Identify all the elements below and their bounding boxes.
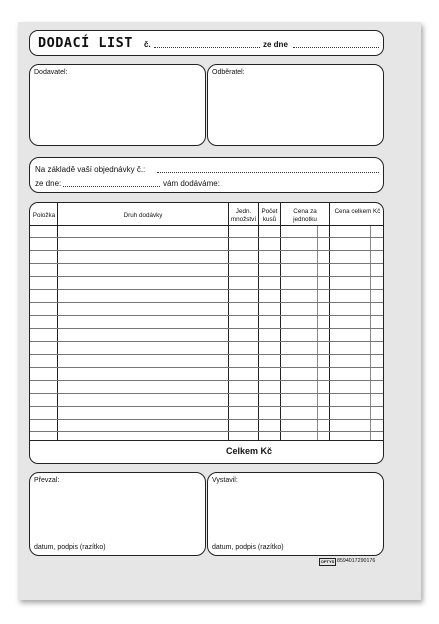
total-label: Celkem Kč [226, 446, 273, 456]
table-row[interactable] [30, 341, 383, 342]
supplier-box[interactable] [29, 64, 206, 146]
issued-by-box[interactable] [207, 472, 384, 556]
table-row[interactable] [30, 263, 383, 264]
column-divider [329, 203, 330, 440]
table-row[interactable] [30, 250, 383, 251]
customer-label: Odběratel: [212, 69, 245, 76]
order-date-label: ze dne: [35, 179, 62, 188]
column-divider [280, 203, 281, 440]
date-field[interactable] [293, 47, 379, 48]
table-row[interactable] [30, 406, 383, 407]
table-total-separator [30, 440, 383, 441]
table-row[interactable] [30, 328, 383, 329]
table-row[interactable] [30, 315, 383, 316]
table-row[interactable] [30, 393, 383, 394]
number-field[interactable] [154, 47, 260, 48]
order-number-label: Na základě vaší objednávky č.: [35, 165, 146, 174]
order-reference-box [29, 157, 384, 193]
delivery-label: vám dodáváme: [163, 179, 220, 188]
table-row[interactable] [30, 431, 383, 432]
table-row[interactable] [30, 419, 383, 420]
col-header-total-price: Cena celkem Kč [334, 208, 381, 215]
table-row[interactable] [30, 289, 383, 290]
column-divider [228, 203, 229, 440]
title-box [29, 30, 384, 56]
col-header-item: Položka [32, 212, 56, 219]
date-label: ze dne [263, 40, 288, 49]
received-by-label: Převzal: [34, 477, 60, 484]
received-by-box[interactable] [29, 472, 206, 556]
table-row[interactable] [30, 367, 383, 368]
col-header-unit: Jedn. množství [230, 208, 257, 223]
table-row[interactable] [30, 354, 383, 355]
barcode-number: 8594017290176 [337, 558, 376, 564]
table-row[interactable] [30, 237, 383, 238]
decimal-divider [370, 225, 371, 440]
decimal-divider [317, 225, 318, 440]
order-date-field[interactable] [63, 186, 160, 187]
col-header-unit-price: Cena za jednotku [293, 208, 317, 223]
table-row[interactable] [30, 276, 383, 277]
brand-logo: OPTYS [320, 559, 335, 564]
customer-box[interactable] [207, 64, 384, 146]
received-signature-hint: datum, podpis (razítko) [34, 544, 106, 551]
supplier-label: Dodavatel: [34, 69, 68, 76]
items-table [29, 202, 384, 464]
table-header-separator [30, 225, 383, 226]
table-row[interactable] [30, 380, 383, 381]
document-title: DODACÍ LIST [38, 35, 133, 51]
issued-signature-hint: datum, podpis (razítko) [212, 544, 284, 551]
column-divider [57, 203, 58, 440]
column-divider [258, 203, 259, 440]
issued-by-label: Vystavil: [212, 477, 238, 484]
col-header-description: Druh dodávky [123, 212, 163, 219]
col-header-quantity: Počet kusů [261, 208, 278, 223]
table-row[interactable] [30, 302, 383, 303]
order-number-field[interactable] [157, 172, 379, 173]
number-label: č. [144, 40, 151, 49]
